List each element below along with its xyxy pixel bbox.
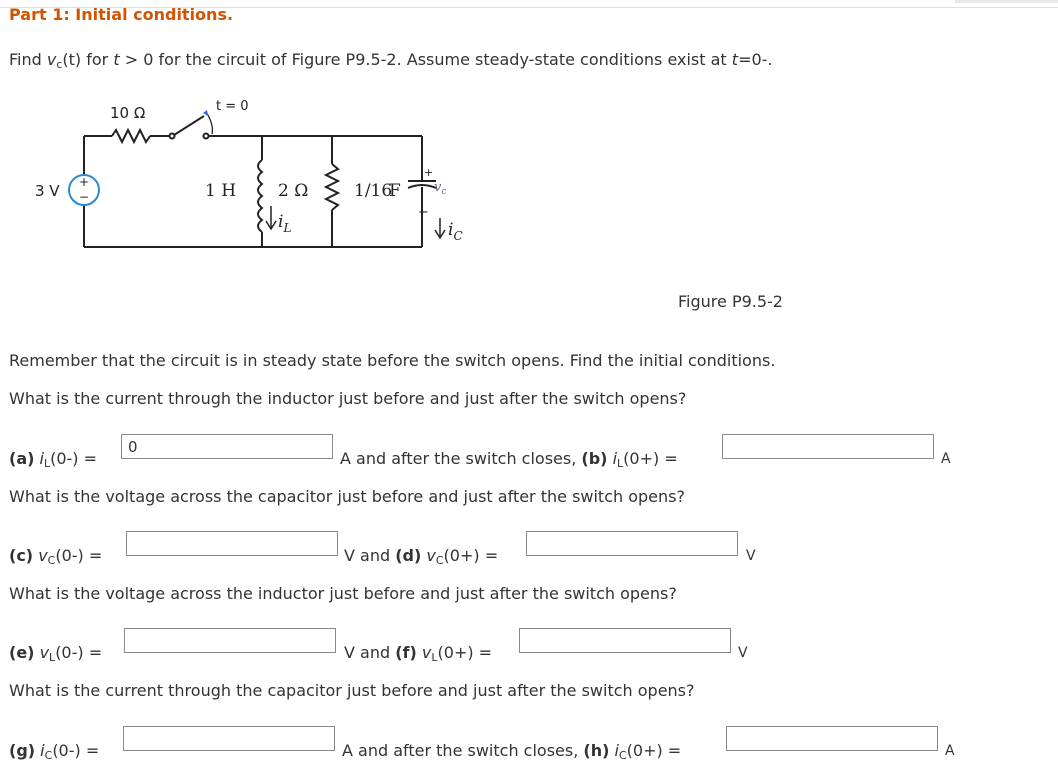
answer-b-input[interactable]	[722, 434, 934, 459]
answer-g-input[interactable]	[123, 726, 335, 751]
top-corner-bar	[955, 0, 1058, 3]
answer-e-input[interactable]	[124, 628, 336, 653]
var-f: v	[421, 643, 432, 662]
label-inductor: 1 H	[205, 181, 237, 201]
unit-b: A	[941, 451, 951, 467]
resistor-10-ohm	[112, 130, 150, 142]
question-2: What is the voltage across the capacitor just before and just after the switch opens?	[9, 487, 685, 506]
row-c-label	[9, 546, 102, 567]
switch-contact-right	[204, 134, 209, 139]
label-f: (f)	[395, 643, 417, 662]
question-3: What is the voltage across the inductor just before and just after the switch opens?	[9, 584, 677, 603]
unit-f: V	[738, 645, 748, 661]
label-switch: t = 0	[216, 99, 249, 114]
var-g: i	[40, 741, 45, 760]
label-vc: $v_c$	[434, 180, 447, 197]
sub-a: L	[43, 457, 51, 470]
sub-c: C	[47, 554, 56, 567]
row-b-label	[340, 449, 678, 470]
problem-t: t	[113, 50, 120, 69]
problem-t2: t	[731, 50, 739, 69]
var-h: i	[614, 741, 619, 760]
arg-a: (0-)	[50, 449, 79, 468]
figure-caption: Figure P9.5-2	[678, 292, 783, 311]
eq-e: =	[83, 643, 103, 662]
row-h-label	[342, 741, 681, 762]
problem-text-1: Find	[9, 50, 47, 69]
var-b: i	[612, 449, 618, 468]
arg-g: (0-)	[52, 741, 81, 760]
arg-h: (0+)	[626, 741, 663, 760]
source-plus: +	[78, 175, 90, 189]
switch-arrow-icon	[203, 110, 208, 116]
label-r2: 2 Ω	[278, 181, 309, 201]
arg-e: (0-)	[55, 643, 84, 662]
label-source: 3 V	[35, 182, 60, 200]
label-il: $i_L$	[278, 212, 292, 235]
unit-h: A	[945, 743, 955, 759]
var-e: v	[39, 643, 50, 662]
source-minus: −	[78, 190, 90, 204]
problem-var: v	[46, 50, 57, 69]
eq-f: =	[473, 643, 493, 662]
arg-f: (0+)	[437, 643, 474, 662]
label-cap-minus: −	[418, 205, 429, 220]
answer-d-input[interactable]	[526, 531, 738, 556]
label-c: (c)	[9, 546, 34, 565]
sub-g: C	[44, 749, 53, 762]
row-f-label	[344, 643, 492, 664]
problem-statement	[9, 50, 773, 71]
mid-cd: V and	[344, 546, 396, 565]
var-a: i	[39, 449, 44, 468]
row-g-label	[9, 741, 99, 762]
resistor-2-ohm	[326, 164, 338, 210]
answer-a-input[interactable]	[121, 434, 333, 459]
answer-c-input[interactable]	[126, 531, 338, 556]
sub-f: L	[431, 651, 438, 664]
intro-text: Remember that the circuit is in steady state before the switch opens. Find the initial conditions.	[9, 351, 776, 370]
label-e: (e)	[9, 643, 35, 662]
var-c: v	[38, 546, 48, 565]
row-d-label	[344, 546, 498, 567]
label-ic: $i_C$	[448, 220, 463, 243]
problem-text-3: > 0 for the circuit of Figure P9.5-2. Assume steady-state conditions exist at	[119, 50, 732, 69]
circuit-diagram	[20, 92, 490, 252]
eq-b: =	[659, 449, 678, 468]
label-a: (a)	[9, 449, 35, 468]
sub-b: L	[617, 457, 624, 470]
label-h: (h)	[583, 741, 610, 760]
label-cap-plus: +	[424, 166, 434, 179]
label-capacitor: 1/16	[354, 181, 393, 201]
sub-d: C	[435, 554, 444, 567]
problem-text-2: (t) for	[62, 50, 114, 69]
switch-blade	[174, 116, 204, 135]
problem-var-sub: c	[56, 58, 63, 71]
arg-c: (0-)	[55, 546, 84, 565]
arg-b: (0+)	[623, 449, 660, 468]
answer-f-input[interactable]	[519, 628, 731, 653]
unit-d: V	[746, 548, 756, 564]
label-d: (d)	[395, 546, 422, 565]
arg-d: (0+)	[443, 546, 480, 565]
problem-text-4: =0-.	[738, 50, 773, 69]
question-4: What is the current through the capacitor just before and just after the switch opens?	[9, 681, 695, 700]
mid-ef: V and	[344, 643, 396, 662]
eq-d: =	[479, 546, 499, 565]
eq-a: =	[78, 449, 98, 468]
mid-gh: A and after the switch closes,	[342, 741, 584, 760]
eq-g: =	[80, 741, 100, 760]
label-capacitor-unit: F	[389, 181, 401, 201]
var-d: v	[426, 546, 436, 565]
question-1: What is the current through the inductor just before and just after the switch opens?	[9, 389, 687, 408]
inductor-coil	[258, 160, 262, 232]
label-g: (g)	[9, 741, 36, 760]
label-r1: 10 Ω	[110, 104, 146, 122]
part-title: Part 1: Initial conditions.	[9, 5, 234, 24]
sub-h: C	[618, 749, 627, 762]
row-a-label	[9, 449, 97, 470]
answer-h-input[interactable]	[726, 726, 938, 751]
eq-h: =	[662, 741, 682, 760]
mid-ab: A and after the switch closes,	[340, 449, 582, 468]
eq-c: =	[83, 546, 103, 565]
row-e-label	[9, 643, 102, 664]
sub-e: L	[49, 651, 56, 664]
label-b: (b)	[581, 449, 608, 468]
